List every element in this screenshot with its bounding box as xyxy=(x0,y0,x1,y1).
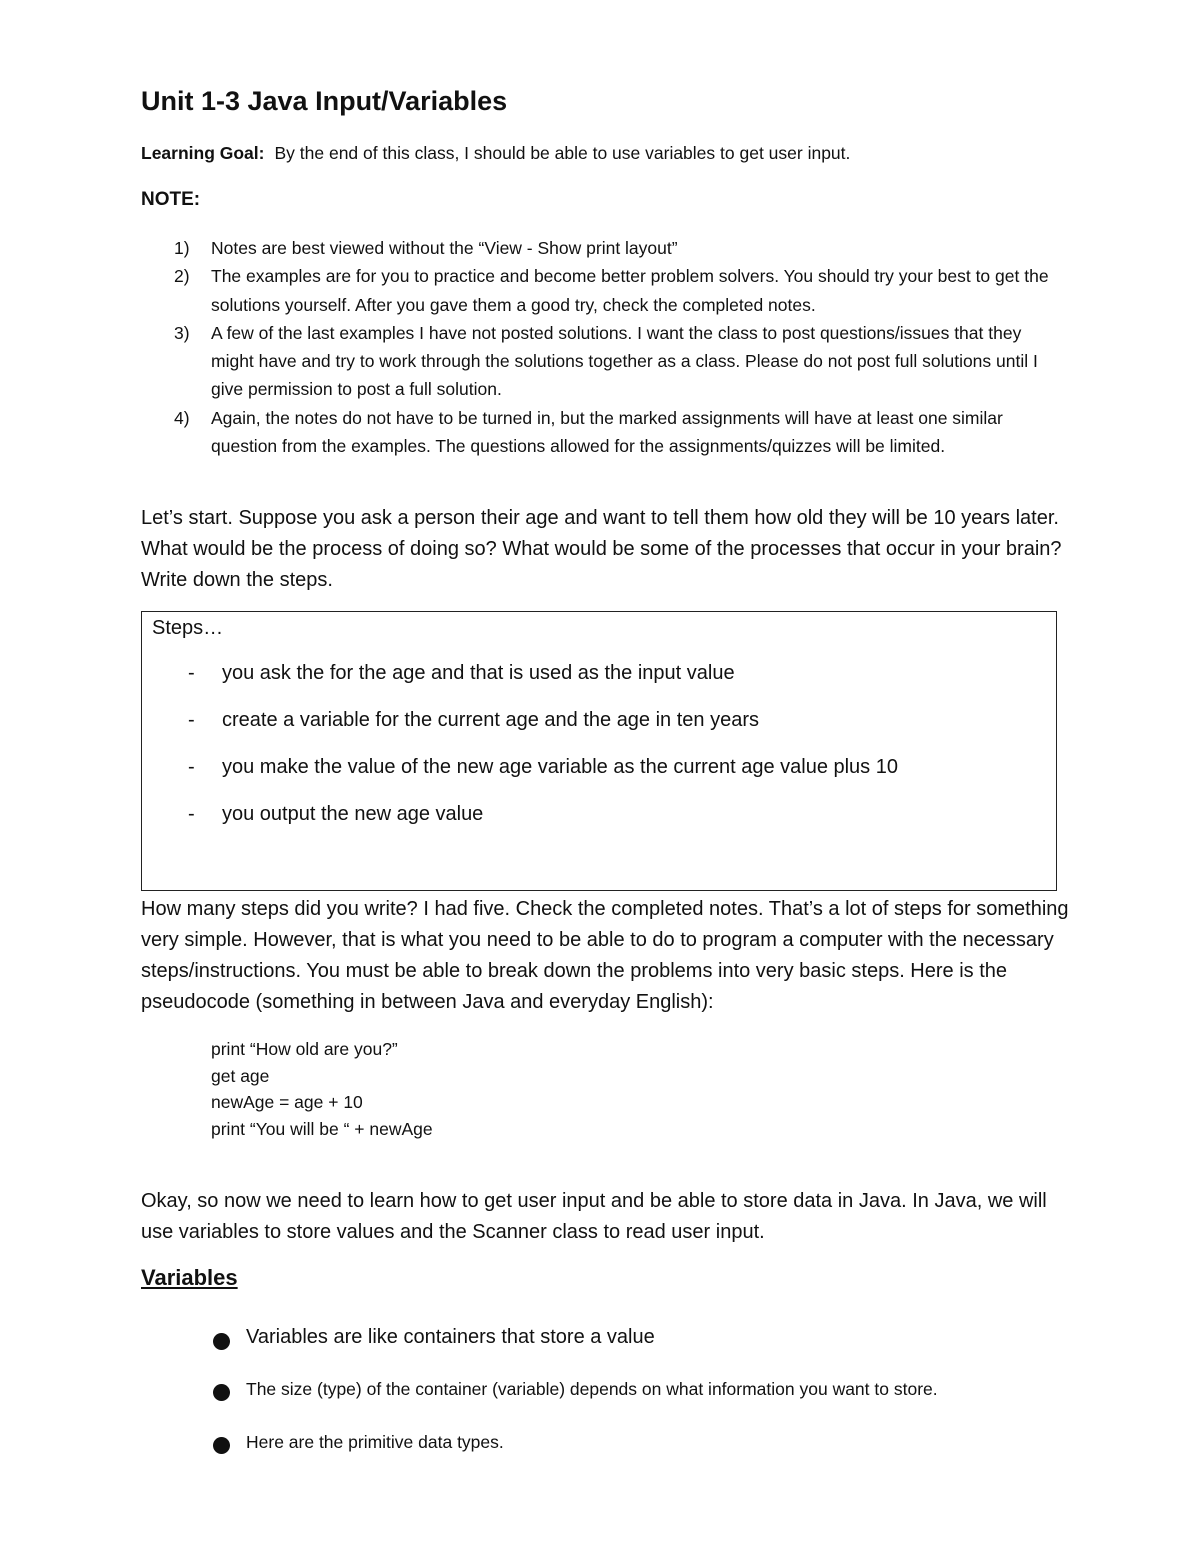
bullet-dot-icon xyxy=(213,1333,230,1350)
steps-paragraph: How many steps did you write? I had five. Check the completed notes. That’s a lot of steps for something very simple. However, that is what you need to be able to do to program a computer with the necessary steps/instructions. You must be able to break down the problems into very basic steps. Here is the pseudocode (something in between Java and everyday English): xyxy=(141,898,1069,1013)
step-text: you make the value of the new age variable as the current age value plus 10 xyxy=(222,756,898,778)
bullet-text: The size (type) of the container (variable) depends on what information you want to store. xyxy=(246,1379,938,1399)
learning-goal-label: Learning Goal: xyxy=(141,143,265,163)
bullet-text: Variables are like containers that store a value xyxy=(246,1326,655,1348)
note-list xyxy=(141,234,1061,460)
bullet-dot-icon xyxy=(213,1437,230,1454)
note-item-number: 1) xyxy=(174,238,190,258)
bullet-item xyxy=(211,1326,938,1379)
step-text: you ask the for the age and that is used as the input value xyxy=(222,662,735,684)
step-dash: - xyxy=(188,803,195,825)
steps-list xyxy=(142,662,898,850)
note-item-text: The examples are for you to practice and become better problem solvers. You should try your best to get the solutions yourself. After you gave them a good try, check the completed notes. xyxy=(211,266,1049,315)
note-item-number: 4) xyxy=(174,407,190,428)
learning-goal xyxy=(141,143,850,164)
variables-heading: Variables xyxy=(141,1265,238,1290)
learning-goal-text: By the end of this class, I should be able to use variables to get user input. xyxy=(274,143,851,163)
note-item xyxy=(141,262,1061,319)
step-item xyxy=(142,756,898,803)
bullet-item xyxy=(211,1432,938,1485)
pseudocode-line: print “You will be “ + newAge xyxy=(211,1118,433,1139)
step-item xyxy=(142,803,898,850)
step-dash: - xyxy=(188,709,195,731)
note-heading: NOTE: xyxy=(141,189,201,210)
steps-box-title: Steps… xyxy=(152,617,224,639)
steps-box xyxy=(141,611,1057,891)
okay-paragraph: Okay, so now we need to learn how to get user input and be able to store data in Java. In Java, we will use variables to store values and the Scanner class to read user input. xyxy=(141,1190,1047,1243)
bullet-dot-icon xyxy=(213,1384,230,1401)
note-item xyxy=(141,404,1061,461)
step-item xyxy=(142,709,898,756)
note-item-text: Notes are best viewed without the “View - Show print layout” xyxy=(211,238,678,258)
step-dash: - xyxy=(188,756,195,778)
note-item-text: A few of the last examples I have not posted solutions. I want the class to post questions/issues that they might have and try to work through the solutions together as a class. Please do not post full solutions until I give permission to post a full solution. xyxy=(211,322,1038,400)
pseudocode-block xyxy=(211,1036,433,1142)
bullet-text: Here are the primitive data types. xyxy=(246,1432,504,1452)
step-dash: - xyxy=(188,662,195,684)
note-item xyxy=(141,319,1061,404)
note-item-number: 2) xyxy=(174,266,190,287)
variables-bullet-list xyxy=(211,1326,938,1485)
step-item xyxy=(142,662,898,709)
step-text: create a variable for the current age and the age in ten years xyxy=(222,709,760,731)
pseudocode-line: get age xyxy=(211,1065,270,1086)
pseudocode-line: print “How old are you?” xyxy=(211,1039,398,1059)
intro-paragraph: Let’s start. Suppose you ask a person their age and want to tell them how old they will be 10 years later. What would be the process of doing so? What would be some of the processes that occur in your brain? Write down the steps. xyxy=(141,507,1062,591)
step-text: you output the new age value xyxy=(222,803,484,825)
note-item xyxy=(141,234,1061,262)
bullet-item xyxy=(211,1379,938,1432)
document-title: Unit 1-3 Java Input/Variables xyxy=(141,86,508,116)
note-item-text: Again, the notes do not have to be turned in, but the marked assignments will have at least one similar question from the examples. The questions allowed for the assignments/quizzes will be limited. xyxy=(211,407,1003,457)
note-item-number: 3) xyxy=(174,322,190,343)
pseudocode-line: newAge = age + 10 xyxy=(211,1092,363,1112)
